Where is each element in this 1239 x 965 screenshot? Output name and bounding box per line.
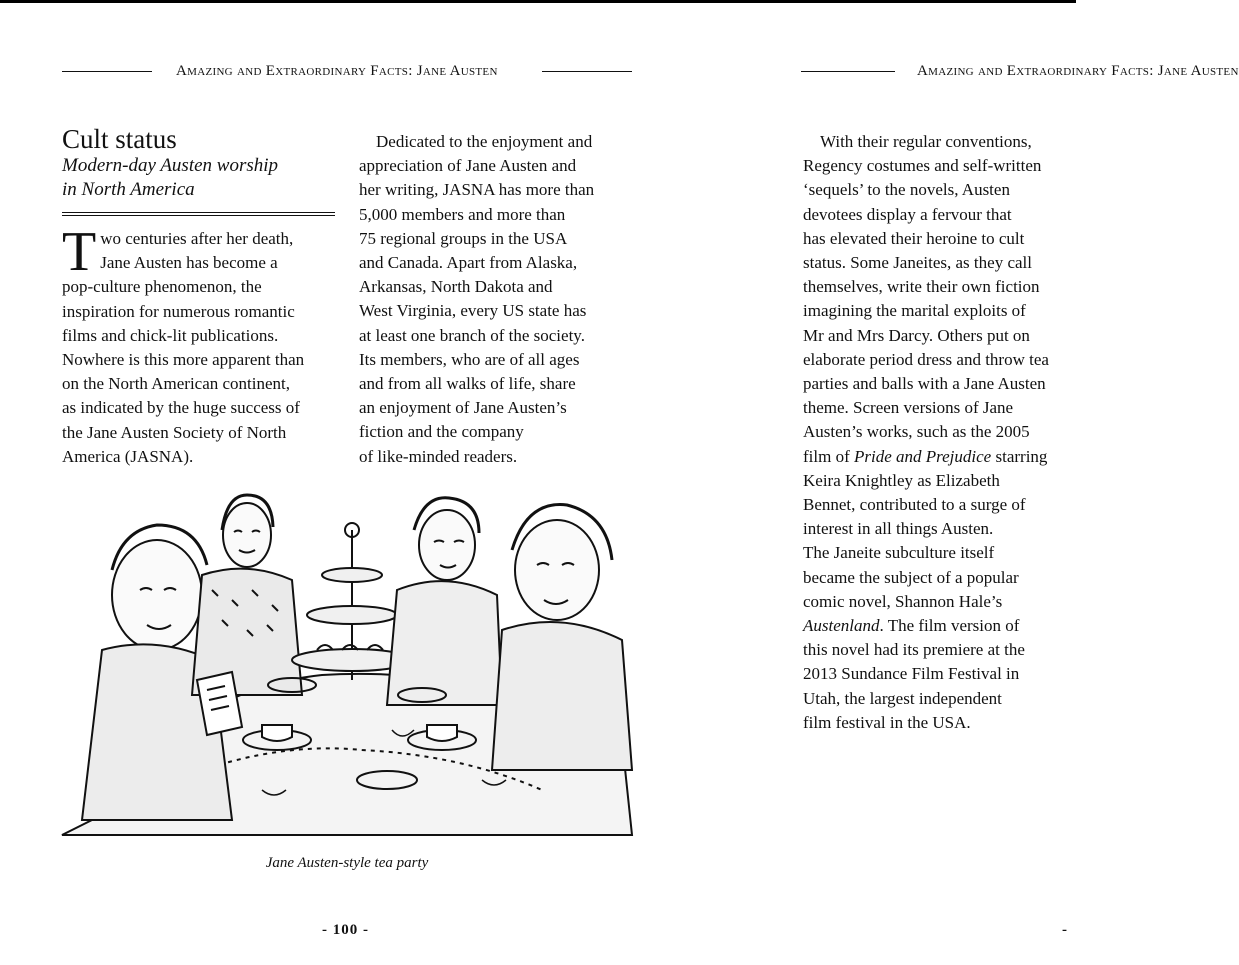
text-run: Mr and Mrs Darcy. Others put on — [803, 325, 1030, 345]
text-line — [803, 227, 1083, 251]
text-line — [803, 372, 1083, 396]
heading-double-rule — [62, 212, 335, 216]
text-line: and Canada. Apart from Alaska, — [359, 253, 578, 273]
running-head-rule-left — [62, 71, 152, 72]
text-line — [803, 420, 1083, 444]
text-line: Nowhere is this more apparent than — [62, 350, 305, 370]
text-line — [803, 299, 1083, 323]
text-line: wo centuries after her death, — [100, 229, 294, 248]
text-line — [803, 348, 1083, 372]
tea-party-illustration — [62, 490, 632, 835]
text-run: . The film version of — [879, 616, 1020, 636]
text-line — [803, 590, 1083, 614]
text-line: Jane Austen has become a — [100, 253, 278, 273]
text-line — [803, 662, 1083, 686]
text-run: Keira Knightley as Elizabeth — [803, 470, 1000, 490]
text-run: With their regular conventions, — [820, 132, 1032, 151]
text-line: of like-minded readers. — [359, 446, 518, 466]
paragraph-1 — [62, 221, 337, 469]
text-line — [803, 445, 1083, 469]
text-run: comic novel, Shannon Hale’s — [803, 591, 1003, 611]
text-run: Bennet, contributed to a surge of — [803, 495, 1026, 515]
text-line: 5,000 members and more than — [359, 204, 566, 224]
text-line: films and chick-lit publications. — [62, 325, 279, 345]
running-head: Amazing and Extraordinary Facts: Jane Austen — [917, 63, 1239, 79]
italic-title: Pride and Prejudice — [854, 446, 992, 466]
running-head-rule-right — [542, 71, 632, 72]
text-line — [803, 396, 1083, 420]
text-line: Dedicated to the enjoyment and — [376, 132, 593, 151]
text-run: elaborate period dress and throw tea — [803, 349, 1049, 369]
text-run: Regency costumes and self-written — [803, 156, 1042, 176]
page-number: - 100 - — [322, 922, 369, 938]
image-caption: Jane Austen-style tea party — [265, 855, 429, 871]
text-line — [803, 469, 1083, 493]
text-line: pop-culture phenomenon, the — [62, 277, 262, 297]
text-line — [803, 638, 1083, 662]
text-line — [803, 154, 1083, 178]
drop-cap: T — [62, 221, 97, 283]
text-run: themselves, write their own fiction — [803, 277, 1040, 297]
text-line: her writing, JASNA has more than — [359, 180, 595, 200]
text-line — [803, 614, 1083, 638]
running-head-rule-left — [801, 71, 895, 72]
text-line — [803, 203, 1083, 227]
text-line — [803, 130, 1083, 154]
text-line: on the North American continent, — [62, 374, 291, 394]
text-line: an enjoyment of Jane Austen’s — [359, 398, 567, 418]
text-line — [803, 687, 1083, 711]
text-line: at least one branch of the society. — [359, 325, 585, 345]
paragraph-2 — [359, 130, 629, 469]
text-run: status. Some Janeites, as they call — [803, 253, 1032, 273]
text-run: Austen’s works, such as the 2005 — [803, 422, 1030, 442]
text-line: as indicated by the huge success of — [62, 398, 300, 418]
page-number: - — [1062, 922, 1068, 938]
text-line — [803, 324, 1083, 348]
text-line: America (JASNA). — [62, 446, 194, 466]
text-line: West Virginia, every US state has — [359, 301, 587, 321]
text-line — [803, 178, 1083, 202]
text-run: parties and balls with a Jane Austen — [803, 374, 1046, 394]
text-line — [803, 275, 1083, 299]
text-line — [803, 566, 1083, 590]
text-line: 75 regional groups in the USA — [359, 228, 568, 248]
right-page — [790, 0, 1239, 965]
text-run: imagining the marital exploits of — [803, 301, 1026, 321]
text-line — [803, 711, 1083, 735]
text-run: interest in all things Austen. — [803, 519, 994, 539]
tea-party-drawing — [62, 490, 632, 835]
section-subtitle-line1: Modern-day Austen worship — [62, 155, 279, 176]
text-line: Arkansas, North Dakota and — [359, 277, 553, 297]
italic-title: Austenland — [803, 616, 880, 636]
text-run: film of — [803, 446, 854, 466]
text-run: ‘sequels’ to the novels, Austen — [803, 180, 1010, 200]
text-run: became the subject of a popular — [803, 567, 1019, 587]
text-run: film festival in the USA. — [803, 712, 971, 732]
text-line: appreciation of Jane Austen and — [359, 156, 577, 176]
text-run: this novel had its premiere at the — [803, 640, 1025, 660]
text-line: the Jane Austen Society of North — [62, 422, 287, 442]
section-heading — [62, 124, 335, 216]
text-line — [803, 251, 1083, 275]
text-run: The Janeite subculture itself — [803, 543, 995, 563]
text-run: Utah, the largest independent — [803, 688, 1002, 708]
text-line — [803, 493, 1083, 517]
text-line: and from all walks of life, share — [359, 374, 576, 394]
text-line: fiction and the company — [359, 422, 524, 442]
running-head: Amazing and Extraordinary Facts: Jane Austen — [176, 63, 498, 79]
text-line: Its members, who are of all ages — [359, 349, 580, 369]
paragraph-3 — [803, 130, 1083, 735]
text-run: 2013 Sundance Film Festival in — [803, 664, 1020, 684]
section-title: Cult status — [62, 124, 177, 154]
text-line — [803, 541, 1083, 565]
text-line: inspiration for numerous romantic — [62, 301, 295, 321]
text-run: theme. Screen versions of Jane — [803, 398, 1014, 418]
text-run: devotees display a fervour that — [803, 204, 1012, 224]
section-subtitle-line2: in North America — [62, 179, 195, 200]
text-run: starring — [991, 446, 1048, 466]
text-line — [803, 517, 1083, 541]
text-run: has elevated their heroine to cult — [803, 228, 1025, 248]
